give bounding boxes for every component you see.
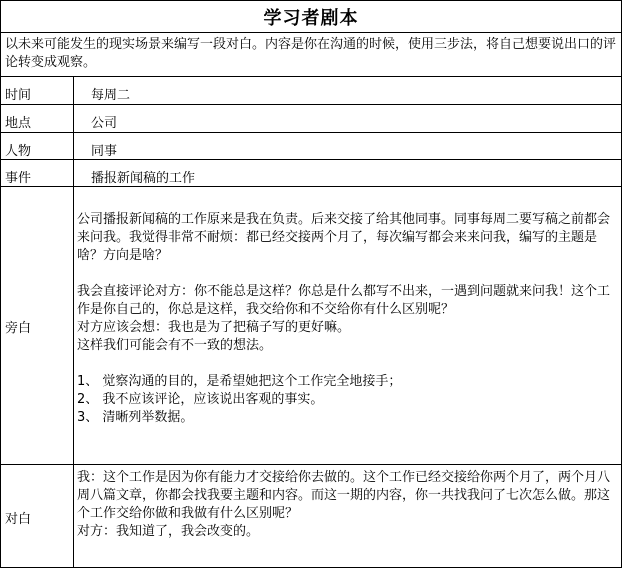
time-row: [1, 77, 621, 105]
dialog-label: 对白: [5, 512, 32, 527]
intro-text: 以未来可能发生的现实场景来编写一段对白。内容是你在沟通的时候，使用三步法，将自己想要说出口的评论转变成观察。: [5, 37, 617, 70]
person-label-cell: [1, 133, 74, 159]
person-label: 人物: [5, 144, 32, 159]
aside-row: [1, 187, 621, 465]
place-label-cell: [1, 105, 74, 132]
time-value: 每周二: [91, 88, 131, 103]
event-row: [1, 160, 621, 187]
dialog-label-cell: [1, 465, 74, 567]
dialog-line2: 对方：我知道了，我会改变的。: [77, 524, 260, 539]
aside-step1: 1、 觉察沟通的目的，是希望她把这个工作完全地接手；: [77, 374, 402, 389]
place-value: 公司: [91, 116, 118, 131]
aside-para2c: 这样我们可能会有不一致的想法。: [77, 338, 273, 353]
place-label: 地点: [5, 116, 32, 131]
event-label: 事件: [5, 171, 32, 186]
aside-para2b: 对方应该会想：我也是为了把稿子写的更好嘛。: [77, 320, 351, 335]
aside-para1: 公司播报新闻稿的工作原来是我在负责。后来交接了给其他同事。同事每周二要写稿之前都会来问我。我觉得非常不耐烦：都已经交接两个月了，每次编写都会来来问我，编写的主题是啥？方向是啥？: [77, 212, 611, 263]
page-title: 学习者剧本: [263, 8, 359, 29]
event-label-cell: [1, 160, 74, 186]
aside-step2: 2、 我不应该评论，应该说出客观的事实。: [77, 392, 324, 407]
aside-para2a: 我会直接评论对方：你不能总是这样？你总是什么都写不出来，一遇到问题就来问我！这个工作是你自己的，你总是这样，我交给你和不交给你有什么区别呢？: [77, 284, 611, 317]
dialog-line1: 我：这个工作是因为你有能力才交接给你去做的。这个工作已经交接给你两个月了，两个月八周八篇文章，你都会找我要主题和内容。而这一期的内容，你一共找我问了七次怎么做。那这个工作交给你做和我做有什么区别呢？: [77, 470, 611, 521]
aside-step3: 3、 清晰列举数据。: [77, 410, 194, 425]
aside-text: [77, 211, 615, 427]
dialog-text: [77, 469, 615, 541]
dialog-row: [1, 465, 621, 567]
intro-row: [1, 33, 621, 77]
time-label: 时间: [5, 88, 32, 103]
aside-label: 旁白: [5, 321, 32, 336]
person-value: 同事: [91, 144, 118, 159]
person-row: [1, 133, 621, 160]
place-row: [1, 105, 621, 133]
title-row: [1, 1, 621, 33]
event-value: 播报新闻稿的工作: [91, 171, 196, 186]
time-label-cell: [1, 77, 74, 104]
aside-label-cell: [1, 187, 74, 464]
